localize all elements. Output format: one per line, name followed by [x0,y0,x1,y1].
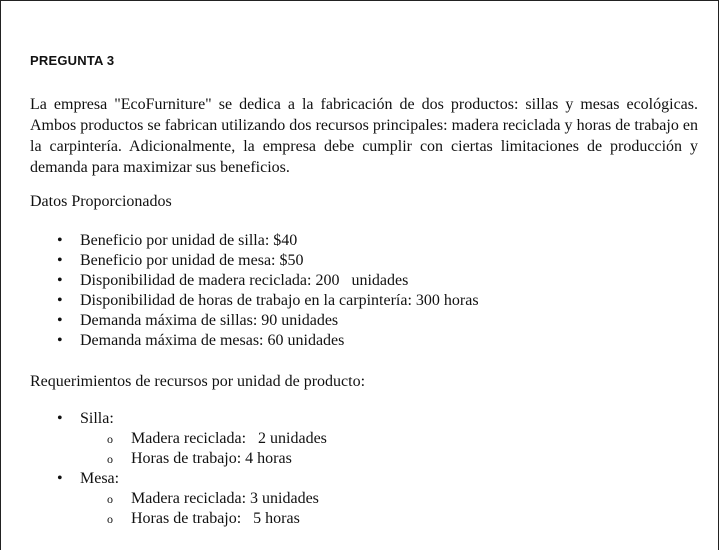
list-item-text: Beneficio por unidad de mesa: $50 [80,252,304,269]
list-item [30,291,479,311]
product-name: Silla: [80,410,114,427]
bullet-icon: • [57,232,63,249]
circle-bullet-icon: o [107,512,113,526]
product-details [80,489,327,529]
detail-text: Horas de trabajo: 4 horas [131,450,292,467]
product-item-silla [30,409,327,469]
bullet-icon: • [57,312,63,329]
list-item [30,231,479,251]
list-item-text: Disponibilidad de madera reciclada: 200 unidades [80,272,409,289]
list-item-text: Demanda máxima de mesas: 60 unidades [80,332,345,349]
circle-bullet-icon: o [107,432,113,446]
requerimientos-title: Requerimientos de recursos por unidad de producto: [30,373,366,390]
product-details [80,429,327,469]
bullet-icon: • [57,252,63,269]
detail-text: Madera reciclada: 2 unidades [131,430,327,447]
datos-list [30,231,479,351]
circle-bullet-icon: o [107,452,113,466]
list-item [30,251,479,271]
detail-item [80,489,327,509]
bullet-icon: • [57,292,63,309]
bullet-icon: • [57,272,63,289]
detail-item [80,449,327,469]
list-item [30,311,479,331]
bullet-icon: • [57,332,63,349]
list-item [30,331,479,351]
detail-item [80,429,327,449]
detail-item [80,509,327,529]
list-item-text: Disponibilidad de horas de trabajo en la carpintería: 300 horas [80,292,479,309]
list-item-text: Beneficio por unidad de silla: $40 [80,232,298,249]
detail-text: Madera reciclada: 3 unidades [131,490,319,507]
detail-text: Horas de trabajo: 5 horas [131,510,300,527]
list-item-text: Demanda máxima de sillas: 90 unidades [80,312,339,329]
question-heading: PREGUNTA 3 [30,53,115,68]
product-list [30,409,327,529]
intro-paragraph: La empresa "EcoFurniture" se dedica a la fabricación de dos productos: sillas y mesas ecológicas. Ambos productos se fabrican utilizando dos recursos principales: madera reciclada y horas de trabajo en la carpintería. Adicionalmente, la empresa debe cumplir con ciertas limitaciones de producción y demanda para maximizar sus beneficios. [30,96,698,176]
list-item [30,271,479,291]
product-item-mesa [30,469,327,529]
product-name: Mesa: [80,470,120,487]
circle-bullet-icon: o [107,492,113,506]
bullet-icon: • [57,410,63,427]
bullet-icon: • [57,470,63,487]
datos-title: Datos Proporcionados [30,193,172,210]
